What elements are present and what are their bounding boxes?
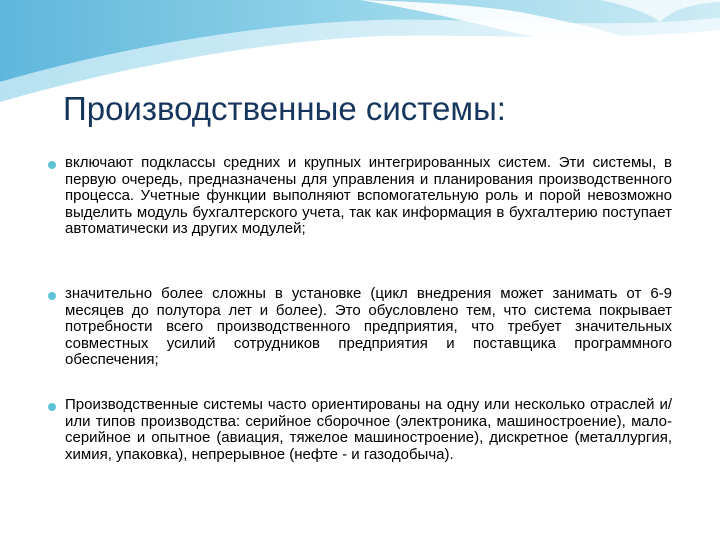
bullet-item (48, 286, 672, 369)
bullet-text: включают подклассы средних и крупных интегрированных систем. Эти системы, в первую очередь, предназначены для управления и планирования производственного процесса. Учетные функции выполняют вспомогательную роль и порой невозможно выделить модуль бухгалтерского учета, так как информация в бухгалтерию поступает автоматически из других модулей; (65, 154, 672, 238)
bullet-dot-icon (48, 292, 56, 300)
bullet-dot-icon (48, 403, 56, 411)
bullet-item (48, 397, 672, 463)
slide-title: Производственные системы: (63, 90, 506, 127)
bullet-dot-icon (48, 161, 56, 169)
bullet-item (48, 155, 672, 238)
bullet-text: значительно более сложны в установке (цикл внедрения может занимать от 6-9 месяцев до полутора лет и более). Это обусловлено тем, что система покрывает потребности всего производственного предприятия, что требует значительных совместных усилий сотрудников предприятия и поставщика программного обеспечения; (65, 285, 672, 369)
bullet-text: Производственные системы часто ориентированы на одну или несколько отраслей и/или типов производства: серийное сборочное (электроника, машиностроение), мало-серийное и опытное (авиация, тяжелое машиностроение), дискретное (металлургия, химия, упаковка), непрерывное (нефте - и газодобыча). (65, 396, 672, 463)
